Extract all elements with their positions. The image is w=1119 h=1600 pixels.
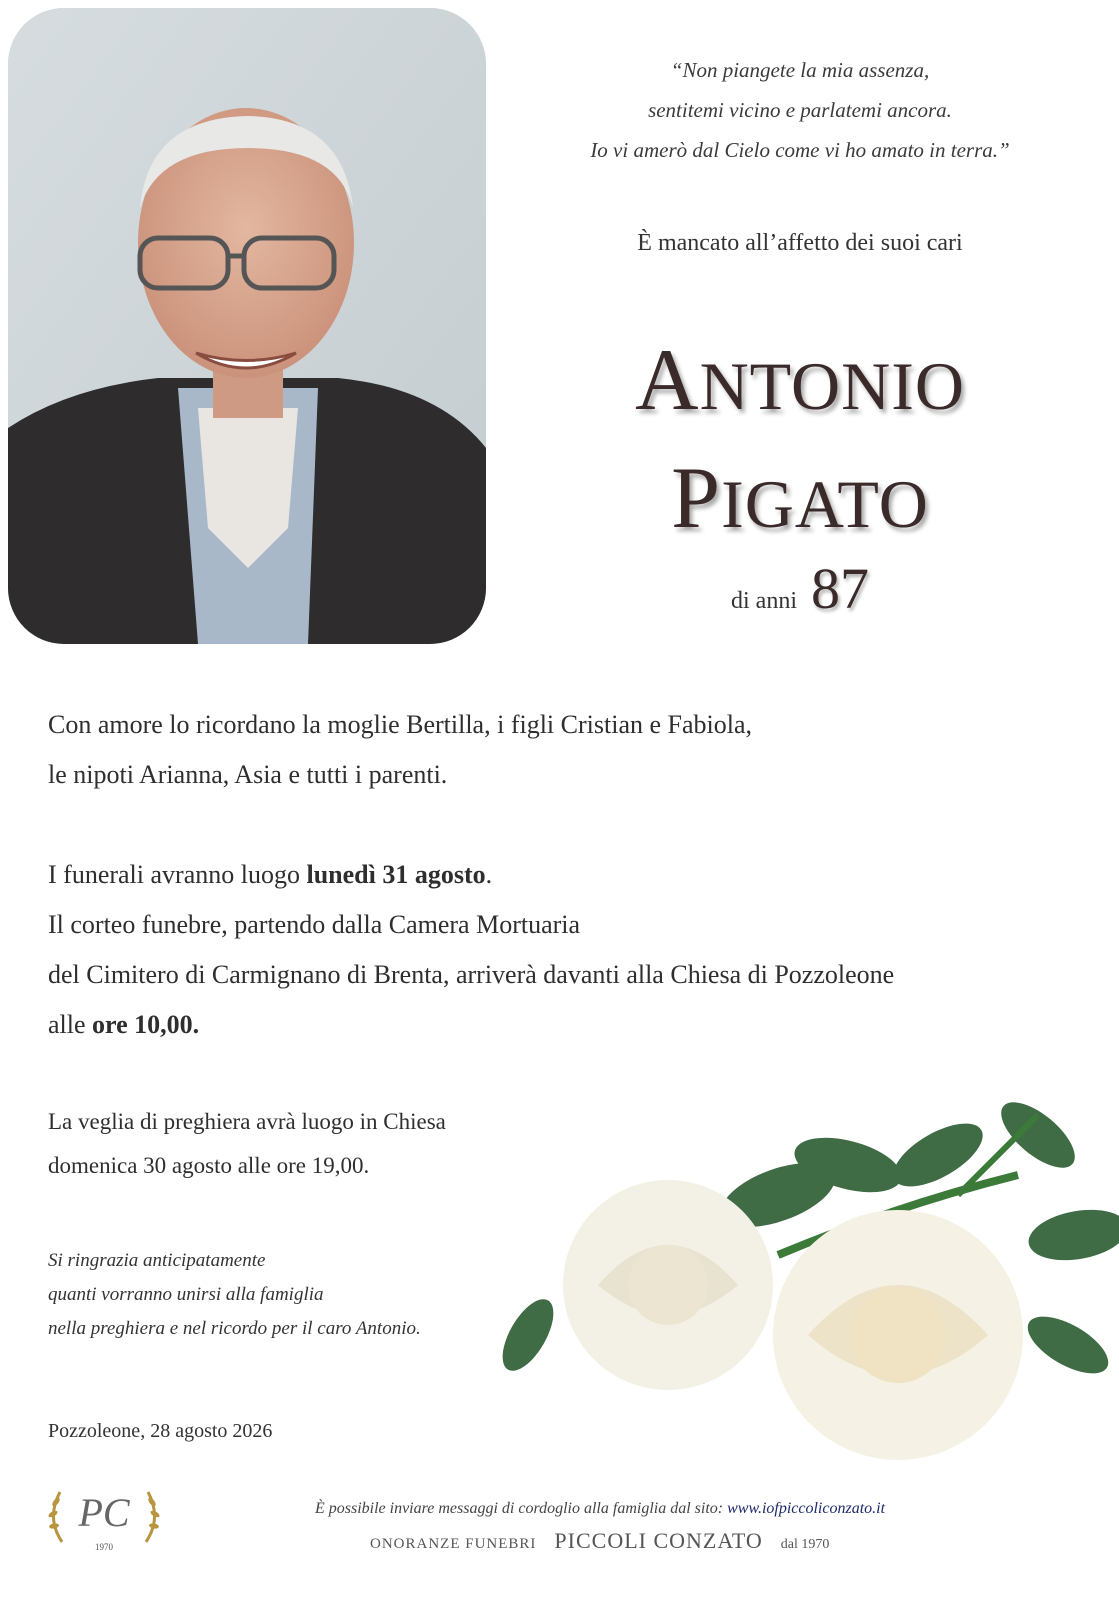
intro-text: È mancato all’affetto dei suoi cari: [637, 230, 963, 256]
funeral-paragraph: [48, 850, 894, 1050]
epigraph-quote: [520, 50, 1080, 170]
website-link[interactable]: www.iofpiccoliconzato.it: [727, 1500, 886, 1517]
funeral-text: .: [485, 860, 493, 889]
place-date: Pozzoleone, 28 agosto 2026: [48, 1420, 273, 1442]
family-line: Con amore lo ricordano la moglie Bertilla, i figli Cristian e Fabiola,: [48, 710, 753, 739]
funeral-text: I funerali avranno luogo: [48, 860, 307, 889]
vigil-paragraph: [48, 1100, 446, 1188]
funeral-date: lunedì 31 agosto: [306, 860, 486, 889]
quote-line: sentitemi vicino e parlatemi ancora.: [648, 98, 952, 122]
age: [540, 555, 1060, 622]
company-name: PICCOLI CONZATO: [554, 1528, 763, 1553]
quote-line: Io vi amerò dal Cielo come vi ho amato in terra.”: [590, 138, 1010, 162]
funeral-line: [48, 850, 894, 900]
funeral-line: del Cimitero di Carmignano di Brenta, arriverà davanti alla Chiesa di Pozzoleone: [48, 960, 895, 989]
last-name-rest: IGATO: [721, 466, 929, 542]
funeral-line: Il corteo funebre, partendo dalla Camera Mortuaria: [48, 910, 581, 939]
vigil-line: domenica 30 agosto alle ore 19,00.: [48, 1153, 370, 1178]
age-label: di anni: [731, 588, 797, 614]
company-signature: [370, 1528, 829, 1554]
logo-year: 1970: [95, 1542, 113, 1552]
first-name: [540, 330, 1060, 431]
funeral-time: ore 10,00.: [92, 1010, 200, 1039]
last-name: [540, 448, 1060, 549]
portrait-photo: [8, 8, 486, 644]
family-line: le nipoti Arianna, Asia e tutti i parenti.: [48, 760, 448, 789]
thanks-paragraph: [48, 1244, 421, 1346]
first-name-initial: A: [635, 332, 700, 429]
first-name-rest: NTONIO: [699, 348, 965, 424]
white-roses-image: [478, 1085, 1119, 1465]
company-since: dal 1970: [780, 1537, 830, 1552]
age-value: 87: [811, 556, 869, 621]
funeral-text: alle: [48, 1010, 93, 1039]
condolence-text: È possibile inviare messaggi di cordoglio alla famiglia dal sito:: [314, 1500, 728, 1517]
funeral-line: [48, 1000, 894, 1050]
quote-line: “Non piangete la mia assenza,: [670, 58, 930, 82]
last-name-initial: P: [671, 450, 722, 547]
thanks-line: quanti vorranno unirsi alla famiglia: [48, 1284, 324, 1305]
thanks-line: nella preghiera e nel ricordo per il caro Antonio.: [48, 1318, 421, 1339]
company-prefix: ONORANZE FUNEBRI: [370, 1536, 537, 1552]
company-logo: [42, 1482, 166, 1554]
thanks-line: Si ringrazia anticipatamente: [48, 1250, 266, 1271]
condolence-note: [300, 1500, 900, 1518]
vigil-line: La veglia di preghiera avrà luogo in Chiesa: [48, 1109, 446, 1134]
logo-monogram: PC: [78, 1490, 130, 1535]
family-paragraph: [48, 700, 752, 800]
